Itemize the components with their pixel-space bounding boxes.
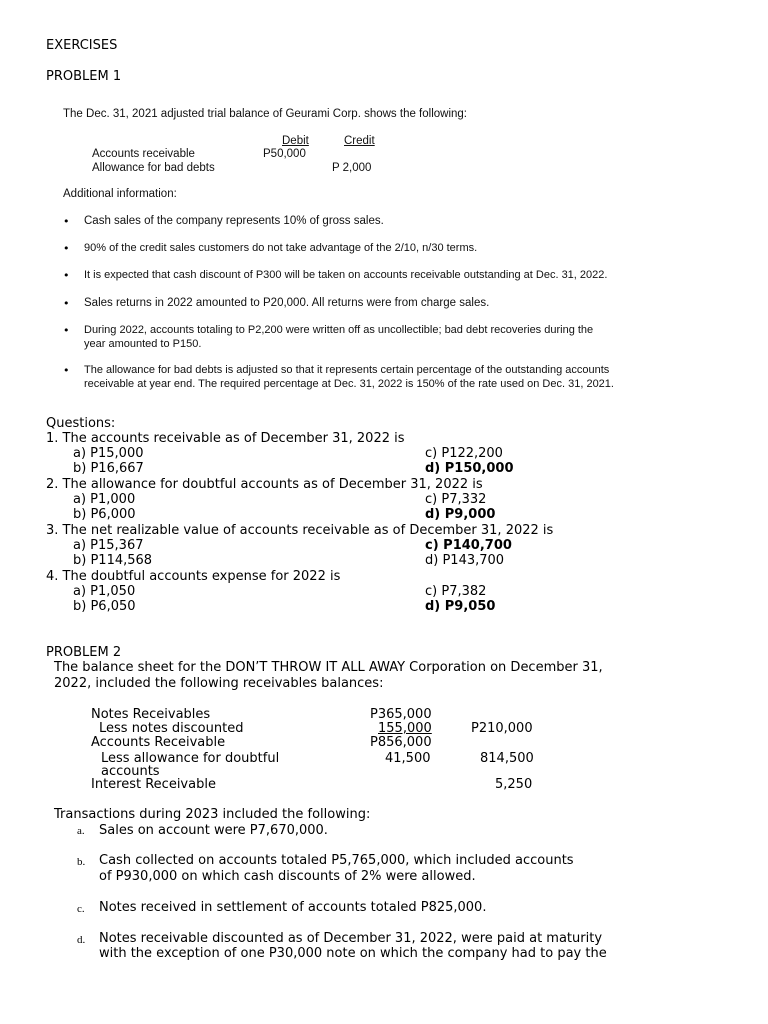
balance-label-cont: accounts xyxy=(101,764,160,779)
problem2-title: PROBLEM 2 xyxy=(46,645,122,660)
transaction-marker: b. xyxy=(77,856,86,868)
transaction-text: Notes received in settlement of accounts totaled P825,000. xyxy=(99,900,487,915)
transaction-marker: d. xyxy=(77,934,86,946)
problem1-intro: The Dec. 31, 2021 adjusted trial balance of Geurami Corp. shows the following: xyxy=(63,108,467,120)
question-text: 2. The allowance for doubtful accounts as of December 31, 2022 is xyxy=(46,477,483,492)
question-text: 4. The doubtful accounts expense for 2022 is xyxy=(46,569,341,584)
balance-label: Less notes discounted xyxy=(99,721,244,736)
choice-a: a) P15,367 xyxy=(73,538,144,553)
bullet-text-cont: year amounted to P150. xyxy=(84,338,202,350)
question-text: 3. The net realizable value of accounts receivable as of December 31, 2022 is xyxy=(46,523,554,538)
balance-amount: 41,500 xyxy=(385,751,431,766)
additional-info-label: Additional information: xyxy=(63,188,177,200)
bullet-icon: • xyxy=(63,364,70,377)
balance-amount: P856,000 xyxy=(370,735,432,750)
bullet-icon: • xyxy=(63,269,70,282)
bullet-text: The allowance for bad debts is adjusted so that it represents certain percentage of the outstanding accounts xyxy=(84,364,610,376)
credit-header: Credit xyxy=(344,135,375,147)
tb-row-label: Accounts receivable xyxy=(92,148,195,160)
balance-amount: 155,000 xyxy=(378,721,432,736)
transaction-text: Notes receivable discounted as of December 31, 2022, were paid at maturity xyxy=(99,931,603,946)
choice-c-answer: c) P140,700 xyxy=(425,538,512,553)
tb-row-credit: P 2,000 xyxy=(332,162,372,174)
tb-row-label: Allowance for bad debts xyxy=(92,162,215,174)
choice-d-answer: d) P9,000 xyxy=(425,507,496,522)
bullet-text-cont: receivable at year end. The required percentage at Dec. 31, 2022 is 150% of the rate used on Dec. 31, 2021. xyxy=(84,378,614,390)
transaction-text: Cash collected on accounts totaled P5,765,000, which included accounts xyxy=(99,853,574,868)
bullet-icon: • xyxy=(63,324,70,337)
choice-d: d) P143,700 xyxy=(425,553,505,568)
transaction-text: Sales on account were P7,670,000. xyxy=(99,823,328,838)
balance-net: 5,250 xyxy=(495,777,533,792)
problem2-intro: The balance sheet for the DON’T THROW IT ALL AWAY Corporation on December 31, xyxy=(54,660,603,675)
bullet-text: 90% of the credit sales customers do not take advantage of the 2/10, n/30 terms. xyxy=(84,242,478,254)
choice-b: b) P114,568 xyxy=(73,553,153,568)
choice-a: a) P1,050 xyxy=(73,584,136,599)
balance-amount: P365,000 xyxy=(370,707,432,722)
bullet-text: It is expected that cash discount of P300 will be taken on accounts receivable outstanding at Dec. 31, 2022. xyxy=(84,269,608,281)
transaction-marker: a. xyxy=(77,825,85,837)
document-heading: EXERCISES xyxy=(46,38,118,53)
choice-d-answer: d) P150,000 xyxy=(425,461,514,476)
bullet-icon: • xyxy=(63,297,70,310)
problem2-intro-cont: 2022, included the following receivables balances: xyxy=(54,676,384,691)
balance-net: P210,000 xyxy=(471,721,533,736)
choice-a: a) P1,000 xyxy=(73,492,136,507)
bullet-icon: • xyxy=(63,215,70,228)
question-text: 1. The accounts receivable as of December 31, 2022 is xyxy=(46,431,405,446)
tb-row-debit: P50,000 xyxy=(263,148,306,160)
transaction-marker: c. xyxy=(77,903,85,915)
bullet-text: Sales returns in 2022 amounted to P20,000. All returns were from charge sales. xyxy=(84,297,490,309)
balance-label: Accounts Receivable xyxy=(91,735,226,750)
bullet-icon: • xyxy=(63,242,70,255)
choice-d-answer: d) P9,050 xyxy=(425,599,496,614)
balance-label: Less allowance for doubtful xyxy=(101,751,280,766)
choice-c: c) P7,382 xyxy=(425,584,487,599)
debit-header: Debit xyxy=(282,135,309,147)
questions-label: Questions: xyxy=(46,416,116,431)
choice-b: b) P16,667 xyxy=(73,461,144,476)
choice-c: c) P7,332 xyxy=(425,492,487,507)
choice-b: b) P6,000 xyxy=(73,507,136,522)
balance-label: Interest Receivable xyxy=(91,777,216,792)
transaction-text-cont: with the exception of one P30,000 note on which the company had to pay the xyxy=(99,946,607,961)
transactions-label: Transactions during 2023 included the following: xyxy=(54,807,371,822)
balance-label: Notes Receivables xyxy=(91,707,211,722)
choice-c: c) P122,200 xyxy=(425,446,503,461)
balance-net: 814,500 xyxy=(480,751,534,766)
bullet-text: Cash sales of the company represents 10% of gross sales. xyxy=(84,215,384,227)
choice-a: a) P15,000 xyxy=(73,446,144,461)
choice-b: b) P6,050 xyxy=(73,599,136,614)
problem1-title: PROBLEM 1 xyxy=(46,69,122,84)
bullet-text: During 2022, accounts totaling to P2,200 were written off as uncollectible; bad debt recoveries during the xyxy=(84,324,594,336)
transaction-text-cont: of P930,000 on which cash discounts of 2% were allowed. xyxy=(99,869,476,884)
